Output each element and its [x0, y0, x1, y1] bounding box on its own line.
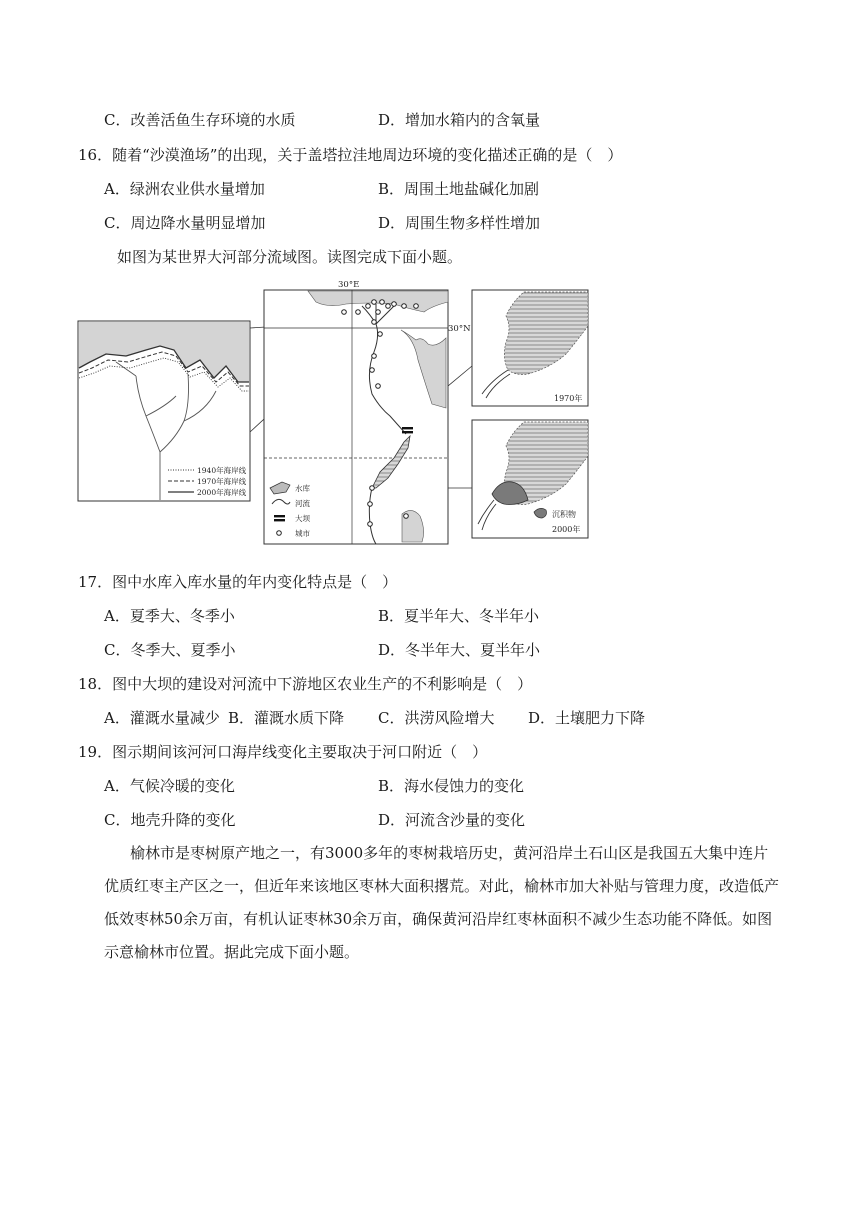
q15-option-d: D．增加水箱内的含氧量 [378, 111, 541, 129]
q16-option-c: C．周边降水量明显增加 [104, 214, 266, 232]
q17-option-c: C．冬季大、夏季小 [104, 641, 236, 659]
legend-2000: 2000年海岸线 [197, 488, 247, 497]
q19-option-a: A．气候冷暖的变化 [104, 777, 235, 795]
q18-option-a: A．灌溉水量减少 [104, 709, 220, 727]
yulin-passage [104, 837, 780, 969]
q19-option-d: D．河流含沙量的变化 [378, 811, 526, 829]
legend-reservoir: 水库 [295, 484, 310, 493]
inset-1970-label: 1970年 [554, 394, 583, 403]
latitude-label: 30°N [448, 324, 471, 334]
legend-city: 城市 [295, 529, 310, 538]
q17-option-a: A．夏季大、冬季小 [104, 607, 235, 625]
legend-river: 河流 [295, 499, 310, 508]
legend-1940: 1940年海岸线 [197, 466, 247, 475]
q16-option-b: B．周围土地盐碱化加剧 [378, 180, 540, 198]
river-basin-figure [76, 276, 596, 548]
q16-option-a: A．绿洲农业供水量增加 [104, 180, 265, 198]
yulin-passage-text: 榆林市是枣树原产地之一，有3000多年的枣树栽培历史，黄河沿岸土石山区是我国五大集中连片优质红枣主产区之一，但近年来该地区枣林大面积撂荒。对此，榆林市加大补贴与管理力度，改造低产低效枣林50余万亩，有机认证枣林30余万亩，确保黄河沿岸红枣林面积不减少生态功能不降低。如图示意榆林市位置。据此完成下面小题。 [104, 844, 780, 961]
q16-stem: 16．随着“沙漠渔场”的出现，关于盖塔拉洼地周边环境的变化描述正确的是（ ） [78, 146, 623, 164]
q17-option-b: B．夏半年大、冬半年小 [378, 607, 540, 625]
q17-stem: 17．图中水库入库水量的年内变化特点是（ ） [78, 573, 398, 591]
inset-2000-label: 2000年 [552, 525, 581, 534]
legend-1970: 1970年海岸线 [197, 477, 247, 486]
delta-inset [78, 321, 250, 501]
q18-option-c: C．洪涝风险增大 [378, 709, 495, 727]
q15-option-c: C．改善活鱼生存环境的水质 [104, 111, 296, 129]
q19-option-b: B．海水侵蚀力的变化 [378, 777, 525, 795]
legend-dam: 大坝 [295, 514, 310, 523]
q18-option-d: D．土壤肥力下降 [528, 709, 646, 727]
q18-stem: 18．图中大坝的建设对河流中下游地区农业生产的不利影响是（ ） [78, 675, 533, 693]
q19-option-c: C．地壳升降的变化 [104, 811, 236, 829]
longitude-label: 30°E [338, 280, 360, 290]
q19-stem: 19．图示期间该河河口海岸线变化主要取决于河口附近（ ） [78, 743, 488, 761]
reservoir-inset-2000 [472, 420, 588, 538]
q17-option-d: D．冬半年大、夏半年小 [378, 641, 541, 659]
main-map [264, 280, 471, 544]
map-intro: 如图为某世界大河部分流域图。读图完成下面小题。 [117, 248, 463, 266]
q16-option-d: D．周围生物多样性增加 [378, 214, 541, 232]
q18-option-b: B．灌溉水质下降 [228, 709, 345, 727]
reservoir-inset-1970 [472, 290, 588, 406]
sediment-label: 沉积物 [552, 510, 576, 519]
